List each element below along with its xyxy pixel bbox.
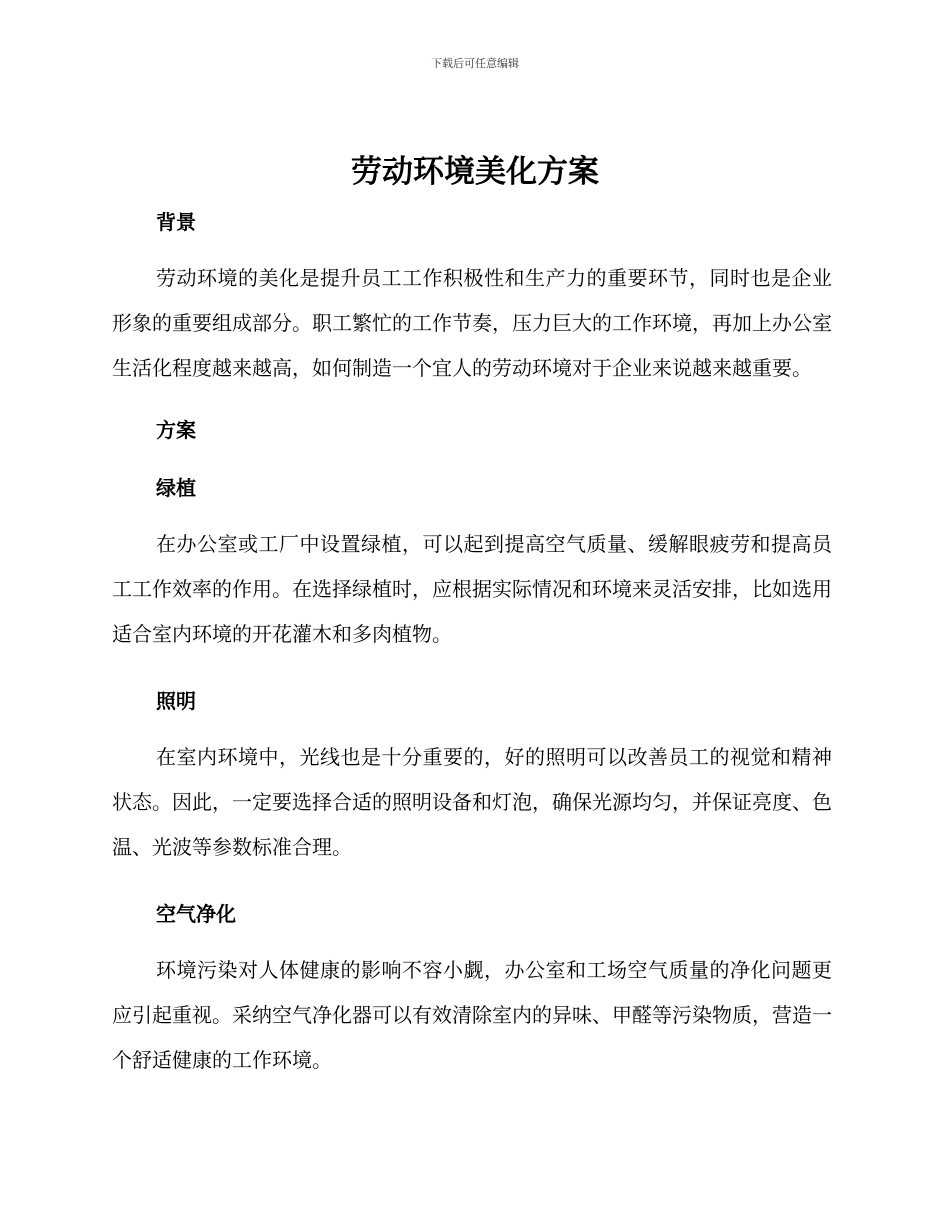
paragraph-greenery: 在办公室或工厂中设置绿植，可以起到提高空气质量、缓解眼疲劳和提高员工工作效率的作用。在选择绿植时，应根据实际情况和环境来灵活安排，比如选用适合室内环境的开花灌木和多肉植物。 <box>112 532 832 646</box>
section-heading-greenery: 绿植 <box>156 476 196 500</box>
document-body <box>112 203 832 1083</box>
paragraph-lighting: 在室内环境中，光线也是十分重要的，好的照明可以改善员工的视觉和精神状态。因此，一定要选择合适的照明设备和灯泡，确保光源均匀，并保证亮度、色温、光波等参数标准合理。 <box>112 745 832 859</box>
paragraph-background: 劳动环境的美化是提升员工工作积极性和生产力的重要环节，同时也是企业形象的重要组成部分。职工繁忙的工作节奏，压力巨大的工作环境，再加上办公室生活化程度越来越高，如何制造一个宜人的劳动环境对于企业来说越来越重要。 <box>112 266 832 380</box>
header-note: 下载后可任意编辑 <box>431 57 519 70</box>
section-heading-background: 背景 <box>156 210 196 234</box>
document-title: 劳动环境美化方案 <box>351 154 599 190</box>
section-heading-plan: 方案 <box>156 418 196 442</box>
paragraph-air-purification: 环境污染对人体健康的影响不容小觑，办公室和工场空气质量的净化问题更应引起重视。采纳空气净化器可以有效清除室内的异味、甲醛等污染物质，营造一个舒适健康的工作环境。 <box>112 958 832 1072</box>
section-heading-air-purification: 空气净化 <box>156 902 236 926</box>
section-heading-lighting: 照明 <box>156 689 196 713</box>
